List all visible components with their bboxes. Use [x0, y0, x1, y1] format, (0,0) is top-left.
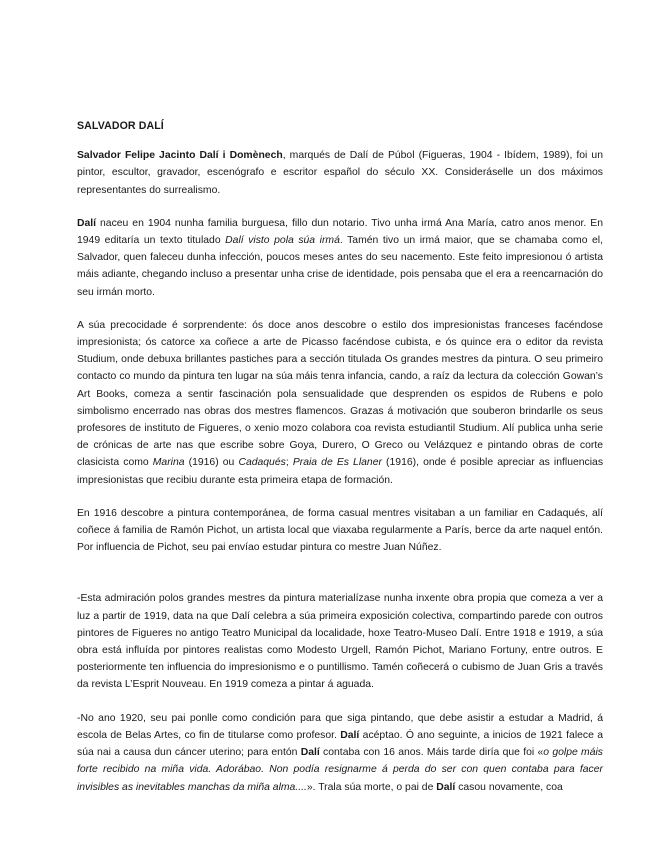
text-run: contaba con 16 anos. Máis tarde diría que foi «	[319, 747, 544, 759]
text-run: naceu en 1904 nunha familia burguesa, fillo dun notario. Tivo unha irmá Ana María, catro anos menor. En 1949 editaría un texto titulado	[77, 217, 603, 247]
paragraph-birth	[77, 215, 603, 301]
italic-text: Praia de Es Llaner	[292, 457, 382, 469]
text-run: A súa precocidade é sorprendente: ós doce anos descobre o estilo dos impresionistas franceses facéndose impresionista; ós catorce xa coñece a arte de Picasso facéndose cubista, e ós quince era o editor da revista Studium, onde debuxa brillantes pastiches para a sección titulada Os grandes mestres da pintura. O seu primeiro contacto co mundo da pintura ten lugar na súa máis tenra infancia, cando, a raíz da lectura da colección Gowan’s Art Books, comeza a sentir fascinación pola sensualidade que desprenden os espidos de Rubens e polo simbolismo encerrado nas obras dos mestres flamencos. Grazas á motivación que souberon brindarlle os seus profesores de instituto de Figueres, o xenio mozo colabora coa revista estudiantil Studium. Alí publica unha serie de crónicas de arte nas que escribe sobre Goya, Durero, O Greco ou Velázquez e pintando obras de corte clasicista como	[77, 319, 603, 469]
document-body	[77, 118, 603, 812]
bold-text: Dalí	[340, 729, 360, 741]
bold-text: Dalí	[436, 781, 456, 793]
paragraph-precocity	[77, 317, 603, 489]
text-run: ». Trala súa morte, o pai de	[306, 781, 437, 793]
italic-text: o golpe máis forte recibido na miña vida. Adorábao. Non podía resignarme á perda do ser con quen contaba para facer invisibles as inevitables manchas da miña alma....	[77, 747, 603, 793]
text-run: -Esta admiración polos grandes mestres da pintura materialízase nunha inxente obra propia que comeza a ver a luz a partir de 1919, data na que Dalí celebra a súa primeira exposición colectiva, compartindo parede con outros pintores de Figueres no antigo Teatro Municipal da localidade, hoxe Teatro-Museo Dalí. Entre 1918 e 1919, a súa obra está influída por pintores realistas como Modesto Urgell, Ramón Pichot, Mariano Fortuny, entre outros. E posteriormente ten influencia do impresionismo e o puntillismo. Tamén coñecerá o cubismo de Juan Gris a través da revista L’Esprit Nouveau. En 1919 comeza a pintar á aguada.	[77, 593, 603, 691]
text-run: acéptao. Ó ano seguinte, a inicios de 1921 falece a súa nai a causa dun cáncer uterino; para entón	[77, 729, 603, 759]
paragraph-1920	[77, 710, 603, 796]
italic-text: Dalí visto pola súa irmá	[225, 235, 340, 247]
document-title: SALVADOR DALÍ	[77, 120, 164, 132]
text-run: -No ano 1920, seu pai ponlle como condición para que siga pintando, que debe asistir a estudar a Madrid, á escola de Belas Artes, co fin de titularse como profesor.	[77, 712, 603, 741]
paragraph-1916	[77, 505, 603, 557]
paragraph-1919	[77, 590, 603, 693]
text-run: En 1916 descobre a pintura contemporánea, de forma casual mentres visitaban a un familiar en Cadaqués, alí coñece á familia de Ramón Pichot, un artista local que viaxaba regularmente a París, berce da arte naquel entón. Por influencia de Pichot, seu pai envíao estudar pintura co mestre Juan Núñez.	[77, 507, 603, 554]
italic-text: Cadaqués	[238, 457, 286, 469]
bold-text: Dalí	[77, 217, 97, 229]
text-run: ;	[285, 457, 293, 469]
text-run: (1916) ou	[184, 457, 239, 469]
text-run: (1916), onde é posible apreciar as influencias impresionistas que recibiu durante esta primeira etapa de formación.	[77, 457, 604, 486]
italic-text: Marina	[152, 457, 185, 469]
text-run: , marqués de Dalí de Púbol (Figueras, 1904 - Ibídem, 1989), foi un pintor, escultor, gravador, escenógrafo e escritor español do século XX. Consideráselle un dos máximos representantes do surrealismo.	[77, 150, 603, 196]
bold-text: Salvador Felipe Jacinto Dalí i Domènech	[77, 150, 283, 162]
text-run: casou novamente, coa	[455, 781, 563, 793]
bold-text: Dalí	[300, 747, 320, 759]
text-run: . Tamén tivo un irmá maior, que se chamaba como el, Salvador, quen faleceu dunha infección, poucos meses antes do seu nacemento. Este feito impresionou ó artista máis adiante, chegando incluso a presentar unha crise de identidade, pois pensaba que el era a reencarnación do seu irmán morto.	[77, 235, 604, 298]
paragraph-intro	[77, 147, 603, 199]
